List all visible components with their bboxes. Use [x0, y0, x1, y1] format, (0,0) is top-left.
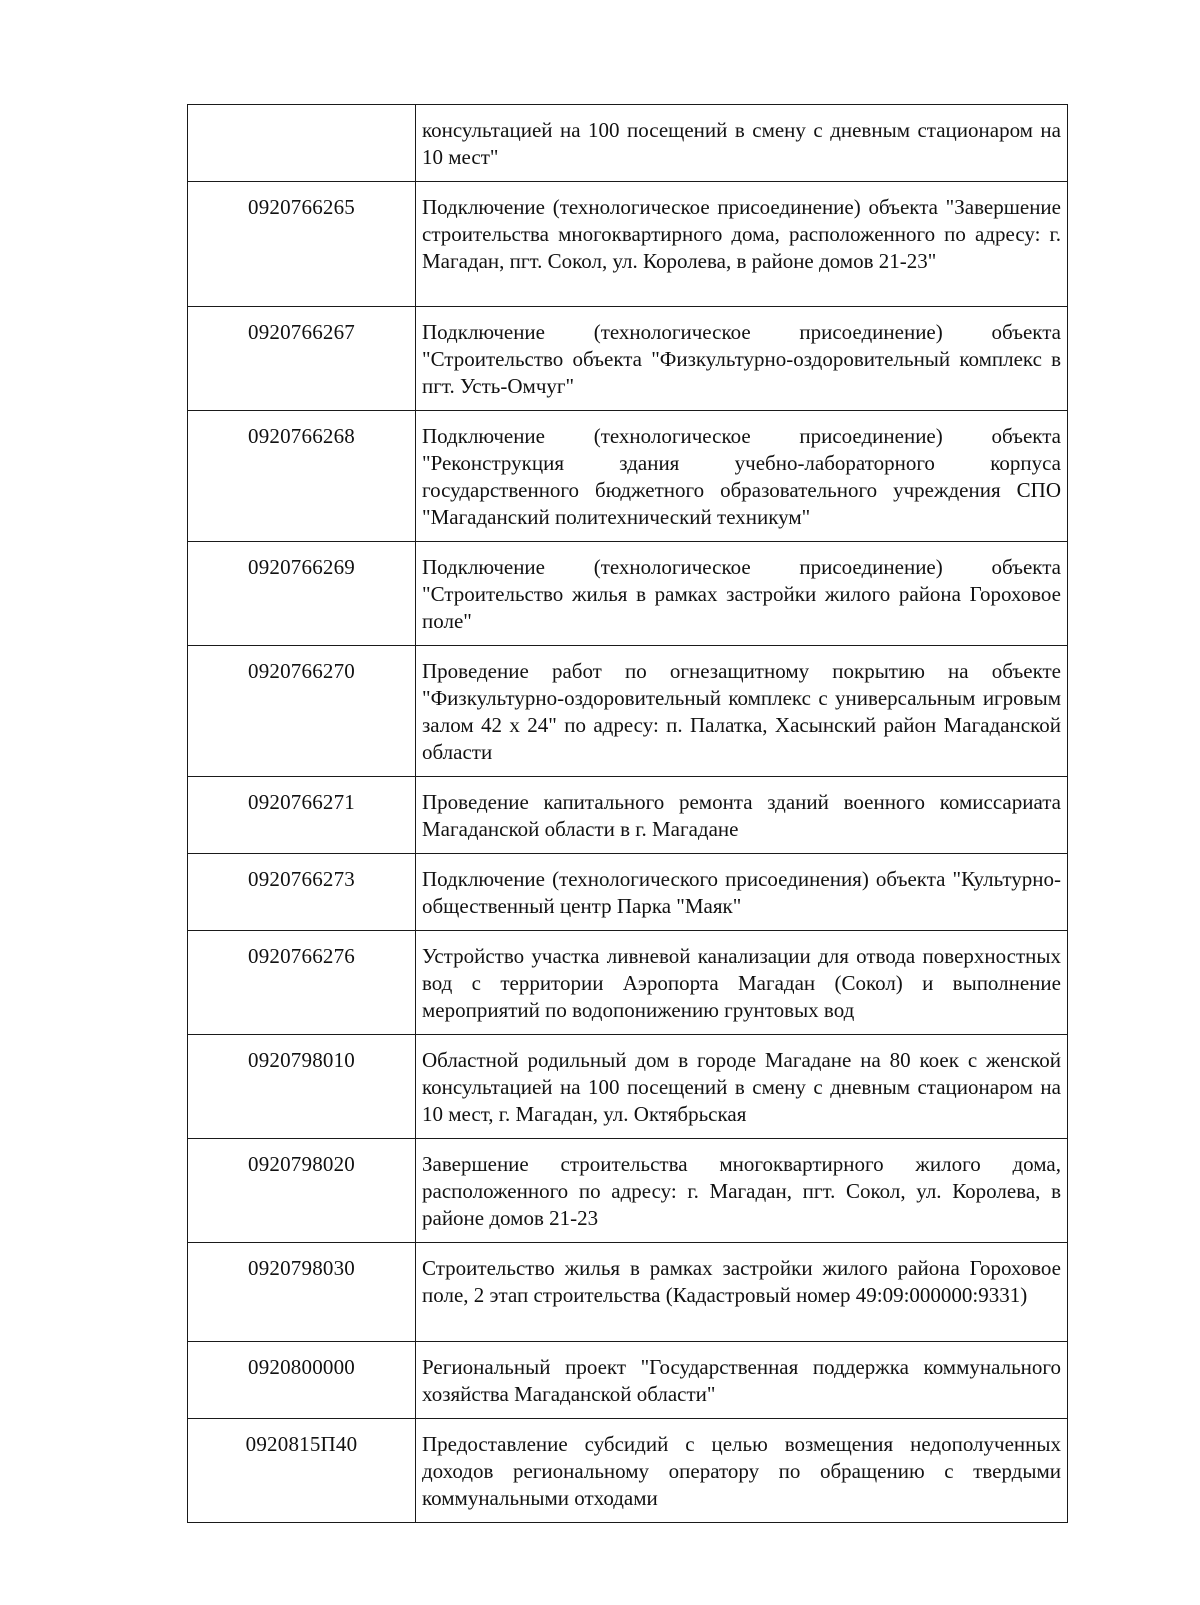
- table-row: [188, 411, 1068, 542]
- description-text: консультацией на 100 посещений в смену с дневным стационаром на 10 мест": [422, 118, 1061, 169]
- table-row: [188, 1342, 1068, 1419]
- table-row: [188, 646, 1068, 777]
- table-row: [188, 931, 1068, 1035]
- budget-code-cell: 0920766270: [188, 646, 416, 777]
- budget-code-cell: 0920800000: [188, 1342, 416, 1419]
- description-text: Региональный проект "Государственная поддержка коммунального хозяйства Магаданской области": [422, 1355, 1061, 1406]
- table-body: [188, 105, 1068, 1523]
- table-row: [188, 542, 1068, 646]
- table-row: [188, 105, 1068, 182]
- description-cell: [416, 1342, 1068, 1419]
- description-cell: [416, 1243, 1068, 1342]
- description-text: Завершение строительства многоквартирного жилого дома, расположенного по адресу: г. Магадан, пгт. Сокол, ул. Королева, в районе домов 21-23: [422, 1152, 1061, 1230]
- description-text: Подключение (технологическое присоединение) объекта "Строительство жилья в рамках застройки жилого района Гороховое поле": [422, 555, 1061, 633]
- description-text: Строительство жилья в рамках застройки жилого района Гороховое поле, 2 этап строительства (Кадастровый номер 49:09:000000:9331): [422, 1256, 1061, 1307]
- budget-code-cell: 0920766271: [188, 777, 416, 854]
- table-row: [188, 182, 1068, 307]
- table-row: [188, 1419, 1068, 1523]
- budget-code-table: [187, 104, 1068, 1523]
- budget-code-cell: 0920766269: [188, 542, 416, 646]
- description-text: Предоставление субсидий с целью возмещения недополученных доходов региональному оператору по обращению с твердыми коммунальными отходами: [422, 1432, 1061, 1510]
- description-cell: [416, 1419, 1068, 1523]
- table-row: [188, 307, 1068, 411]
- description-cell: [416, 182, 1068, 307]
- description-cell: [416, 1035, 1068, 1139]
- budget-code-cell: [188, 105, 416, 182]
- table-row: [188, 854, 1068, 931]
- table-row: [188, 1035, 1068, 1139]
- description-text: Подключение (технологическое присоединение) объекта "Строительство объекта "Физкультурно-оздоровительный комплекс в пгт. Усть-Омчуг": [422, 320, 1061, 398]
- description-cell: [416, 411, 1068, 542]
- budget-code-cell: 0920798010: [188, 1035, 416, 1139]
- description-cell: [416, 854, 1068, 931]
- budget-code-cell: 0920766276: [188, 931, 416, 1035]
- budget-code-cell: 0920798030: [188, 1243, 416, 1342]
- description-text: Областной родильный дом в городе Магадане на 80 коек с женской консультацией на 100 посещений в смену с дневным стационаром на 10 мест, г. Магадан, ул. Октябрьская: [422, 1048, 1061, 1126]
- description-text: Устройство участка ливневой канализации для отвода поверхностных вод с территории Аэропорта Магадан (Сокол) и выполнение мероприятий по водопонижению грунтовых вод: [422, 944, 1061, 1022]
- description-text: Подключение (технологическое присоединение) объекта "Завершение строительства многоквартирного дома, расположенного по адресу: г. Магадан, пгт. Сокол, ул. Королева, в районе домов 21-23": [422, 195, 1061, 273]
- description-cell: [416, 777, 1068, 854]
- description-cell: [416, 646, 1068, 777]
- budget-code-cell: 0920766273: [188, 854, 416, 931]
- budget-code-cell: 0920766267: [188, 307, 416, 411]
- description-cell: [416, 105, 1068, 182]
- description-cell: [416, 307, 1068, 411]
- description-text: Проведение капитального ремонта зданий военного комиссариата Магаданской области в г. Магадане: [422, 790, 1061, 841]
- description-text: Подключение (технологического присоединения) объекта "Культурно-общественный центр Парка "Маяк": [422, 867, 1061, 918]
- description-cell: [416, 931, 1068, 1035]
- budget-code-cell: 0920766265: [188, 182, 416, 307]
- budget-code-cell: 0920766268: [188, 411, 416, 542]
- table-row: [188, 1243, 1068, 1342]
- description-text: Подключение (технологическое присоединение) объекта "Реконструкция здания учебно-лабораторного корпуса государственного бюджетного образовательного учреждения СПО "Магаданский политехнический техникум": [422, 424, 1061, 529]
- table-row: [188, 777, 1068, 854]
- description-text: Проведение работ по огнезащитному покрытию на объекте "Физкультурно-оздоровительный комплекс с универсальным игровым залом 42 х 24" по адресу: п. Палатка, Хасынский район Магаданской области: [422, 659, 1061, 764]
- budget-code-cell: 0920815П40: [188, 1419, 416, 1523]
- description-cell: [416, 542, 1068, 646]
- budget-code-cell: 0920798020: [188, 1139, 416, 1243]
- description-cell: [416, 1139, 1068, 1243]
- table-row: [188, 1139, 1068, 1243]
